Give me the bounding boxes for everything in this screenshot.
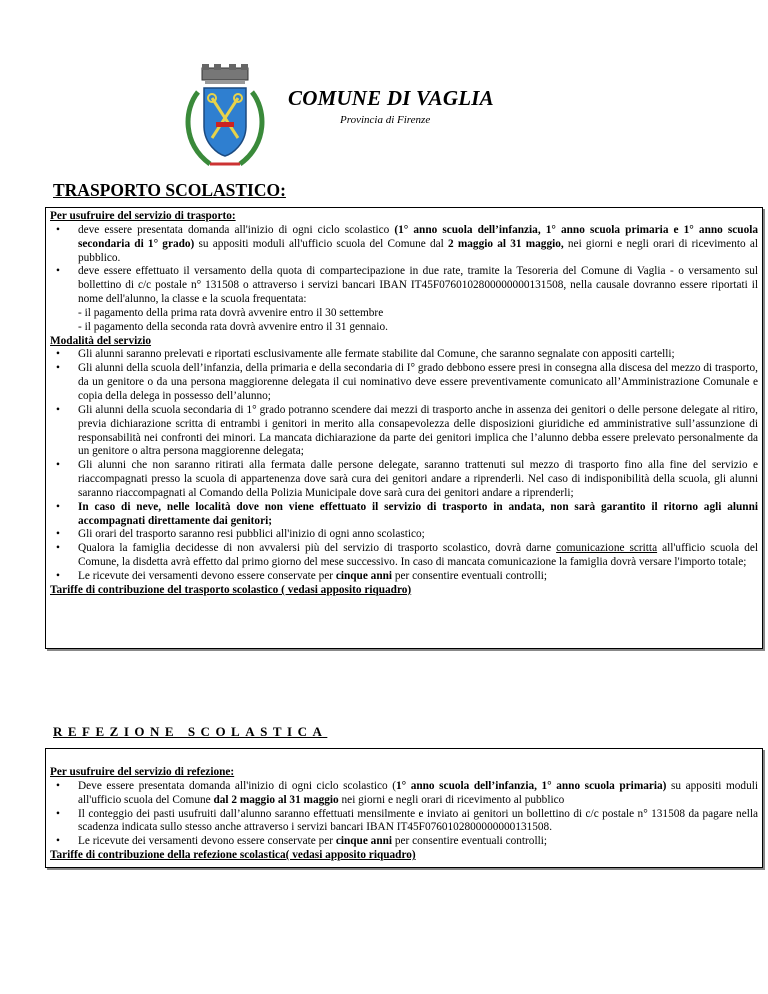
trasporto-box (45, 207, 763, 649)
page-subtitle: Provincia di Firenze (340, 114, 431, 126)
bullet-icon: • (56, 362, 60, 375)
list-item: • Gli alunni della scuola secondaria di 1° grado potranno scendere dai mezzi di trasporto anche in assenza dei genitori o delle persone delegate al ritiro, previa dichiarazione scritta di entrambi i genitori in merito alla consapevolezza delle disposizioni giuridiche ed amministrative sull’assunzione di responsabilità nei confronti dei minori. La mancata dichiarazione da parte dei genitori implica che l’alunno debba essere prelevato personalmente da un genitore o altra persona maggiorenne delegata; (56, 403, 758, 458)
list-item: • Qualora la famiglia decidesse di non avvalersi più del servizio di trasporto scolastico, dovrà darne comunicazione scritta all'ufficio scuola del Comune, la disdetta avrà effetto dal primo giorno del mese successivo. In caso di mancata comunicazione la famiglia dovrà versare l'importo totale; (56, 542, 758, 569)
list-item: • Gli alunni della scuola dell’infanzia, della primaria e della secondaria di I° grado debbono essere presi in consegna alla discesa del mezzo di trasporto, da un genitore o da una persona maggiorenne delegata il cui nominativo deve essere preventivamente comunicato all’Amministrazione Comunale e copia della delega in possesso dell’alunno; (56, 362, 758, 402)
modalita-heading: Modalità del servizio (50, 334, 152, 347)
refezione-tariffe-note: Tariffe di contribuzione della refezione scolastica( vedasi apposito riquadro) (50, 849, 416, 862)
list-item: • Deve essere presentata domanda all'inizio di ogni ciclo scolastico (1° anno scuola dell’infanzia, 1° anno scuola primaria) su appositi moduli all'ufficio scuola del Comune dal 2 maggio al 31 maggio nei giorni e negli orari di ricevimento al pubblico (56, 779, 758, 806)
bullet-icon: • (56, 542, 60, 555)
payment-first-rate: - il pagamento della prima rata dovrà avvenire entro il 30 settembre (78, 306, 384, 319)
list-item: • Il conteggio dei pasti usufruiti dall’alunno saranno effettuati mensilmente e inviato ai genitori un bollettino di c/c postale n° 131508 da pagare nella scadenza indicata sullo stesso anche attraverso i servizi bancari IBAN IT45F0760102800000000131508. (56, 807, 758, 834)
trasporto-requirements-list (50, 224, 758, 335)
refezione-list (50, 780, 758, 849)
list-item: • Le ricevute dei versamenti devono essere conservate per cinque anni per consentire eventuali controlli; (56, 835, 547, 848)
bullet-icon: • (56, 528, 60, 541)
bullet-icon: • (56, 403, 60, 416)
bullet-icon: • (56, 779, 60, 792)
page-title: COMUNE DI VAGLIA (288, 86, 494, 110)
modalita-list (50, 348, 758, 583)
list-item: • Gli alunni che non saranno ritirati alla fermata dalle persone delegate, saranno trattenuti sul mezzo di trasporto fino alla fine del servizio e riaccompagnati presso la scuola di appartenenza dove sarà cura dei genitori andare a riprenderli. Nel caso di indisponibilità della scuola, gli alunni saranno riaccompagnati al Comando della Polizia Municipale dove sarà cura dei genitori andare a riprenderli; (56, 459, 758, 499)
payment-second-rate: - il pagamento della seconda rata dovrà avvenire entro il 31 gennaio. (78, 320, 388, 333)
bullet-icon: • (56, 807, 60, 820)
refezione-box (45, 748, 763, 868)
trasporto-title: TRASPORTO SCOLASTICO: (53, 180, 286, 200)
list-item: • In caso di neve, nelle località dove non viene effettuato il servizio di trasporto in andata, non sarà garantito il ritorno agli alunni accompagnati direttamente dai genitori; (56, 500, 758, 527)
list-item: • deve essere presentata domanda all'inizio di ogni ciclo scolastico (1° anno scuola dell’infanzia, 1° anno scuola primaria e 1° anno scuola secondaria di 1° grado) su appositi moduli all'ufficio scuola del Comune dal 2 maggio al 31 maggio, nei giorni e negli orari di ricevimento al pubblico. (56, 223, 758, 264)
bullet-icon: • (56, 569, 60, 582)
list-item: • Gli alunni saranno prelevati e riportati esclusivamente alle fermate stabilite dal Comune, che saranno segnalate con appositi cartelli; (56, 348, 675, 361)
bullet-icon: • (56, 348, 60, 361)
list-item: • deve essere effettuato il versamento della quota di compartecipazione in due rate, tramite la Tesoreria del Comune di Vaglia - o versamento sul bollettino di c/c postale n° 131508 o attraverso i servizi bancari IBAN IT45F0760102800000000131508, nella causale dovranno essere riportati il nome dell'alunno, la classe e la scuola frequentata: - il pagamento della prima rata dovrà avvenire entro il 30 settembre - il pagamento della seconda rata dovrà avvenire entro il 31 gennaio. (56, 265, 758, 333)
bullet-icon: • (56, 500, 60, 513)
list-item: • Le ricevute dei versamenti devono essere conservate per cinque anni per consentire eventuali controlli; (56, 569, 547, 582)
bullet-icon: • (56, 223, 60, 236)
bullet-icon: • (56, 265, 60, 278)
trasporto-intro-heading: Per usufruire del servizio di trasporto: (50, 210, 236, 222)
refezione-title: REFEZIONE SCOLASTICA (53, 724, 328, 739)
bullet-icon: • (56, 459, 60, 472)
bullet-icon: • (56, 835, 60, 848)
trasporto-tariffe-note: Tariffe di contribuzione del trasporto scolastico ( vedasi apposito riquadro) (50, 583, 412, 596)
list-item: • Gli orari del trasporto saranno resi pubblici all'inizio di ogni anno scolastico; (56, 528, 425, 541)
refezione-intro-heading: Per usufruire del servizio di refezione: (50, 766, 235, 778)
municipal-crest-logo (180, 64, 270, 172)
